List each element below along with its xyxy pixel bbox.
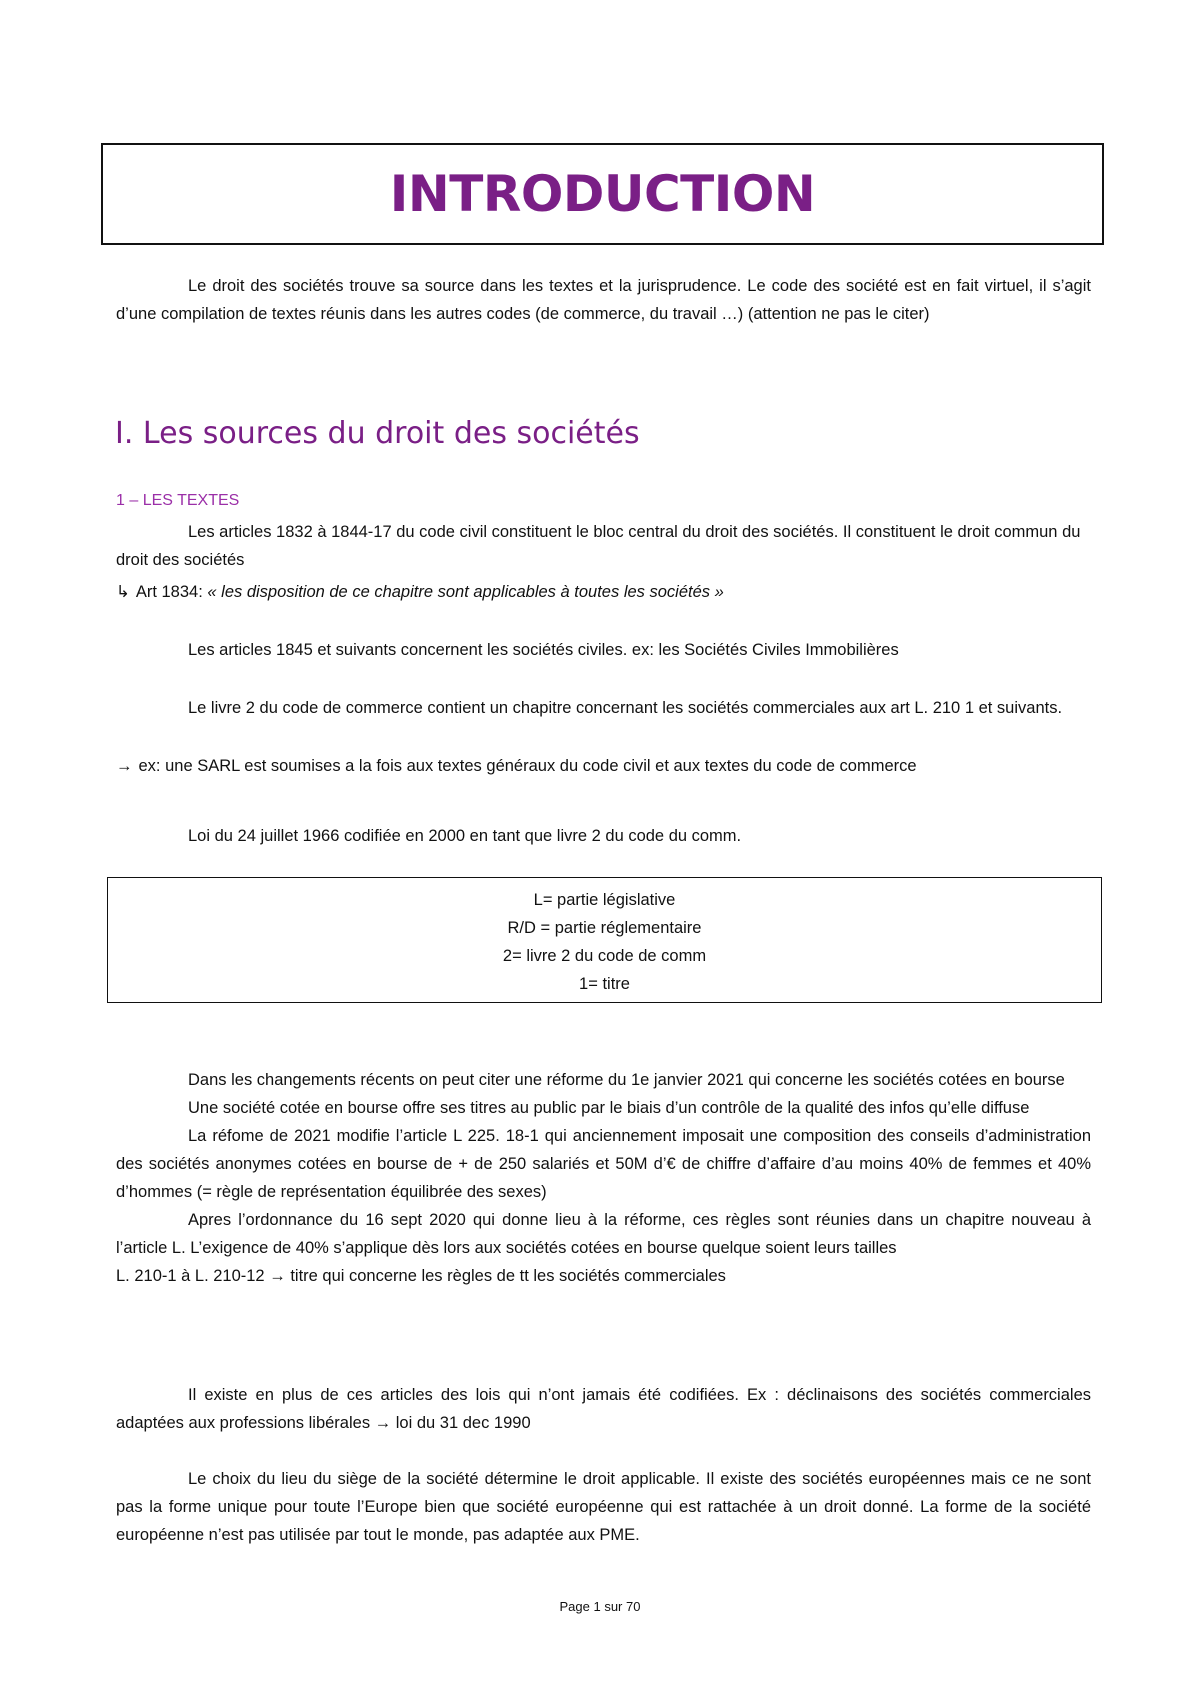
page-title: INTRODUCTION xyxy=(389,165,816,223)
right-arrow-icon: → xyxy=(269,1267,286,1285)
paragraph-livre-2: Le livre 2 du code de commerce contient un chapitre concernant les sociétés commerciales aux art L. 210 1 et suivants. xyxy=(188,699,1063,717)
page-footer: Page 1 sur 70 xyxy=(559,1599,641,1614)
paragraph-societe-cotee: Une société cotée en bourse offre ses titres au public par le biais d’un contrôle de la qualité des infos qu’elle diffuse xyxy=(188,1099,1030,1117)
l210-line xyxy=(116,1262,1091,1290)
paragraph-ordonnance: Apres l’ordonnance du 16 sept 2020 qui donne lieu à la réforme, ces règles sont réunies dans un chapitre nouveau à l’article L. L’exigence de 40% s’applique dès lors aux sociétés cotées en bourse quelque soient leurs tailles xyxy=(116,1211,1091,1257)
paragraph-articles-1845: Les articles 1845 et suivants concernent les sociétés civiles. ex: les Sociétés Civiles Immobilières xyxy=(188,641,899,659)
definition-line: L= partie législative xyxy=(533,891,676,909)
paragraph-changements: Dans les changements récents on peut citer une réforme du 1e janvier 2021 qui concerne les sociétés cotées en bourse xyxy=(188,1071,1065,1089)
return-arrow-icon: ↳ xyxy=(116,583,130,601)
paragraph-lois-non-codifiees xyxy=(116,1381,1091,1437)
art-1834-quote: « les disposition de ce chapitre sont applicables à toutes les sociétés » xyxy=(207,583,724,601)
intro-paragraph: Le droit des sociétés trouve sa source dans les textes et la jurisprudence. Le code des société est en fait virtuel, il s’agit d’une compilation de textes réunis dans les autres codes (de commerce, du travail …) (attention ne pas le citer) xyxy=(116,277,1091,323)
paragraph-loi-1966: Loi du 24 juillet 1966 codifiée en 2000 en tant que livre 2 du code du comm. xyxy=(188,827,742,845)
title-box xyxy=(101,143,1104,245)
paragraph-siege: Le choix du lieu du siège de la société détermine le droit applicable. Il existe des sociétés européennes mais ce ne sont pas la forme unique pour toute l’Europe bien que société européenne qui est rattachée à un droit donné. La forme de la société européenne n’est pas utilisée par tout le monde, pas adaptée aux PME. xyxy=(116,1470,1091,1544)
section-heading: I. Les sources du droit des sociétés xyxy=(115,416,640,451)
lois-non-codifiees-text: Il existe en plus de ces articles des lois qui n’ont jamais été codifiées. Ex : déclinaisons des sociétés commerciales adaptées aux professions libérales xyxy=(116,1386,1091,1432)
l210-description: titre qui concerne les règles de tt les sociétés commerciales xyxy=(290,1267,726,1285)
definition-line: R/D = partie réglementaire xyxy=(507,919,702,937)
paragraph-reforme-2021: La réfome de 2021 modifie l’article L 225. 18-1 qui anciennement imposait une composition des conseils d’administration des sociétés anonymes cotées en bourse de + de 250 salariés et 50M d’€ de chiffre d’affaire d’au moins 40% de femmes et 40% d’hommes (= règle de représentation équilibrée des sexes) xyxy=(116,1127,1091,1201)
right-arrow-icon: → xyxy=(374,1414,392,1432)
definition-box xyxy=(107,877,1102,1003)
right-arrow-icon: → xyxy=(116,757,133,775)
sarl-example-line xyxy=(116,752,1091,780)
definition-line: 1= titre xyxy=(579,975,630,993)
l210-reference: L. 210-1 à L. 210-12 xyxy=(116,1267,265,1285)
art-1834-line xyxy=(116,578,1091,606)
definition-line: 2= livre 2 du code de comm xyxy=(502,947,707,965)
sarl-example-text: ex: une SARL est soumises a la fois aux textes généraux du code civil et aux textes du code de commerce xyxy=(138,757,917,775)
subsection-heading: 1 – LES TEXTES xyxy=(116,492,240,509)
paragraph-articles-1832: Les articles 1832 à 1844-17 du code civil constituent le bloc central du droit des sociétés. Il constituent le droit commun du droit des sociétés xyxy=(116,523,1081,569)
art-1834-label: Art 1834: xyxy=(135,583,203,601)
reform-section xyxy=(116,1066,1091,1290)
lois-non-codifiees-rest: loi du 31 dec 1990 xyxy=(395,1414,531,1432)
